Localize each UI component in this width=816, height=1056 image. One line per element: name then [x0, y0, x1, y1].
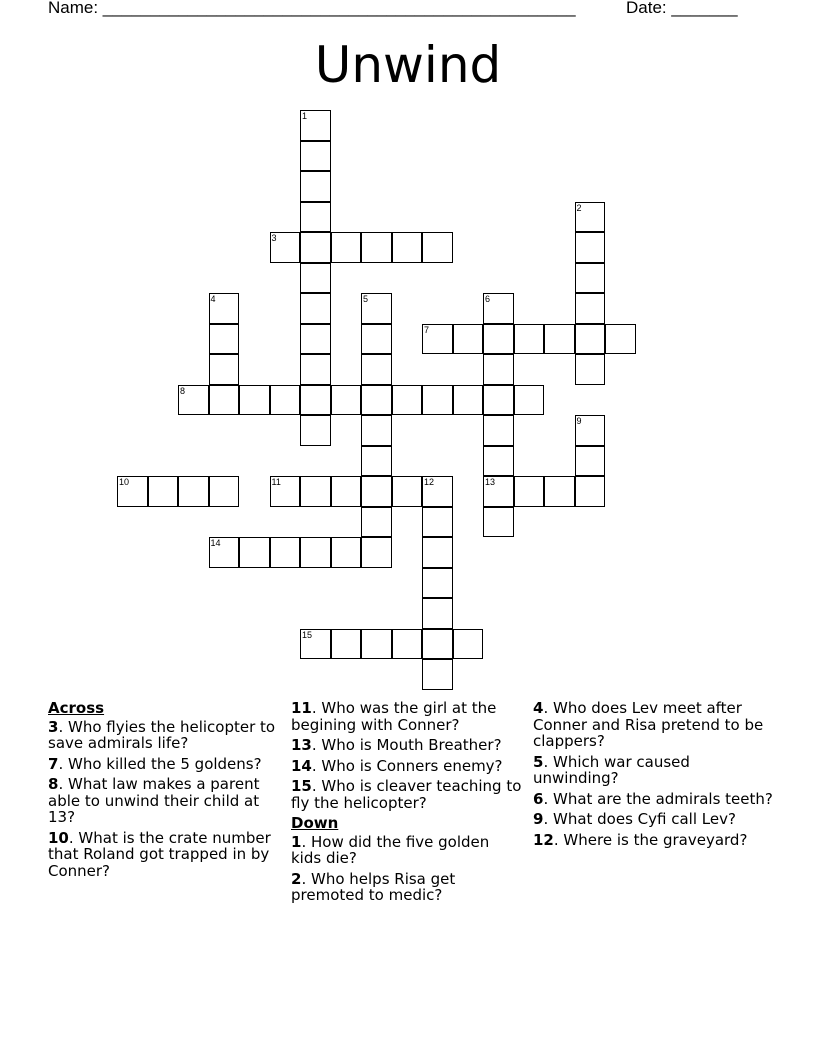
clue-item: 6. What are the admirals teeth?	[533, 789, 773, 808]
grid-cell[interactable]	[331, 537, 362, 568]
grid-cell[interactable]	[361, 385, 392, 416]
clue-number: 8	[180, 385, 186, 396]
grid-cell[interactable]	[483, 507, 514, 538]
grid-cell[interactable]	[575, 293, 606, 324]
grid-cell[interactable]	[361, 354, 392, 385]
grid-cell[interactable]	[300, 629, 331, 660]
grid-cell[interactable]	[575, 324, 606, 355]
grid-cell[interactable]	[331, 385, 362, 416]
clue-item: 10. What is the crate number that Roland got trapped in by Conner?	[48, 828, 271, 880]
across-clue-list-continued	[291, 700, 523, 811]
clue-item: 14. Who is Conners enemy?	[291, 756, 503, 775]
grid-cell[interactable]	[361, 415, 392, 446]
grid-cell[interactable]	[300, 354, 331, 385]
grid-cell[interactable]	[483, 415, 514, 446]
grid-cell[interactable]	[361, 324, 392, 355]
grid-cell[interactable]	[453, 629, 484, 660]
grid-cell[interactable]	[270, 537, 301, 568]
across-heading: Across	[48, 699, 105, 717]
clue-item: 3. Who flyies the helicopter to save admirals life?	[48, 717, 276, 752]
clue-item: 15. Who is cleaver teaching to fly the helicopter?	[291, 777, 522, 812]
grid-cell[interactable]	[575, 263, 606, 294]
grid-cell[interactable]	[422, 476, 453, 507]
grid-cell[interactable]	[361, 629, 392, 660]
clue-number: 6	[485, 294, 491, 304]
grid-cell[interactable]	[178, 476, 209, 507]
clue-number: 4	[210, 294, 216, 304]
grid-cell[interactable]	[331, 629, 362, 660]
down-heading: Down	[291, 814, 339, 832]
clue-item-text: Where is the graveyard?	[563, 830, 748, 849]
grid-cell[interactable]	[178, 385, 209, 416]
grid-cell[interactable]	[331, 232, 362, 263]
date-line[interactable]: _______	[671, 0, 738, 17]
grid-cell[interactable]	[514, 385, 545, 416]
clue-item-number: 12	[533, 830, 554, 849]
grid-cell[interactable]	[300, 324, 331, 355]
clue-item-text: Which war caused unwinding?	[533, 752, 690, 787]
grid-cell[interactable]	[422, 537, 453, 568]
name-line[interactable]: __________________________________________________	[102, 0, 576, 17]
clue-item-text: Who was the girl at the begining with Conner?	[291, 699, 497, 734]
grid-cell[interactable]	[361, 507, 392, 538]
grid-cell[interactable]	[422, 568, 453, 599]
grid-cell[interactable]	[270, 232, 301, 263]
grid-cell[interactable]	[300, 263, 331, 294]
grid-cell[interactable]	[300, 293, 331, 324]
grid-cell[interactable]	[544, 476, 575, 507]
grid-cell[interactable]	[361, 537, 392, 568]
clue-item-text: What does Cyfi call Lev?	[552, 810, 736, 828]
grid-cell[interactable]	[209, 476, 240, 507]
grid-cell[interactable]	[422, 507, 453, 538]
clue-item: 13. Who is Mouth Breather?	[291, 736, 502, 754]
grid-cell[interactable]	[209, 324, 240, 355]
grid-cell[interactable]	[361, 293, 392, 324]
grid-cell[interactable]	[453, 385, 484, 416]
grid-cell[interactable]	[605, 324, 636, 355]
grid-cell[interactable]	[483, 446, 514, 477]
grid-cell[interactable]	[575, 476, 606, 507]
grid-cell[interactable]	[270, 476, 301, 507]
grid-cell[interactable]	[483, 293, 514, 324]
clue-item-number: 6	[533, 789, 544, 808]
grid-cell[interactable]	[239, 385, 270, 416]
clue-item-number: 5	[533, 752, 544, 771]
clue-item-number: 2	[291, 869, 302, 888]
clue-item: 9. What does Cyfi call Lev?	[533, 810, 736, 828]
clue-number: 15	[302, 629, 313, 640]
grid-cell[interactable]	[300, 537, 331, 568]
grid-cell[interactable]	[544, 324, 575, 355]
clue-item-text: How did the five golden kids die?	[291, 832, 490, 867]
grid-cell[interactable]	[483, 476, 514, 507]
clue-number: 10	[119, 477, 130, 487]
clue-item-number: 4	[533, 699, 544, 717]
clue-number: 1	[302, 111, 308, 121]
clue-item: 8. What law makes a parent able to unwind their child at 13?	[48, 775, 260, 826]
clue-item-number: 9	[533, 810, 544, 828]
grid-cell[interactable]	[575, 202, 606, 233]
grid-cell[interactable]	[331, 476, 362, 507]
grid-cell[interactable]	[300, 232, 331, 263]
clue-number: 7	[424, 324, 430, 335]
grid-cell[interactable]	[209, 354, 240, 385]
date-label: Date:	[626, 0, 672, 17]
clue-number: 3	[271, 233, 277, 243]
clue-number: 5	[363, 294, 369, 304]
grid-cell[interactable]	[300, 110, 331, 141]
grid-cell[interactable]	[392, 476, 423, 507]
grid-cell[interactable]	[422, 629, 453, 660]
grid-cell[interactable]	[392, 629, 423, 660]
down-clue-list-continued	[533, 700, 773, 848]
clue-item-number: 7	[48, 754, 59, 773]
grid-cell[interactable]	[300, 415, 331, 446]
grid-cell[interactable]	[300, 141, 331, 172]
grid-cell[interactable]	[209, 537, 240, 568]
grid-cell[interactable]	[483, 324, 514, 355]
clues-column-3	[533, 700, 773, 852]
clue-item-number: 1	[291, 832, 302, 851]
clue-number: 9	[576, 416, 582, 426]
grid-cell[interactable]	[422, 598, 453, 629]
grid-cell[interactable]	[209, 385, 240, 416]
clue-item: 7. Who killed the 5 goldens?	[48, 754, 262, 773]
clues-column-2	[291, 700, 523, 908]
clue-item-number: 14	[291, 756, 312, 775]
grid-cell[interactable]	[575, 446, 606, 477]
clue-item-text: Who is Mouth Breather?	[321, 736, 502, 754]
name-label: Name:	[48, 0, 103, 17]
clue-item-number: 11	[291, 699, 312, 717]
grid-cell[interactable]	[575, 354, 606, 385]
grid-cell[interactable]	[483, 385, 514, 416]
grid-cell[interactable]	[514, 324, 545, 355]
clue-number: 12	[424, 477, 435, 487]
clue-number: 11	[271, 477, 281, 487]
clue-item: 2. Who helps Risa get premoted to medic?	[291, 869, 456, 904]
grid-cell[interactable]	[483, 354, 514, 385]
clue-item-text: Who killed the 5 goldens?	[67, 754, 262, 773]
clue-item-text: What law makes a parent able to unwind their child at 13?	[48, 775, 260, 826]
clue-item: 1. How did the five golden kids die?	[291, 832, 490, 867]
across-clue-list	[48, 719, 278, 880]
grid-cell[interactable]	[575, 415, 606, 446]
clue-item-number: 8	[48, 775, 59, 793]
grid-cell[interactable]	[148, 476, 179, 507]
grid-cell[interactable]	[422, 324, 453, 355]
grid-cell[interactable]	[270, 385, 301, 416]
clue-number: 13	[485, 477, 496, 487]
grid-cell[interactable]	[300, 171, 331, 202]
clue-number: 14	[210, 538, 221, 548]
grid-cell[interactable]	[239, 537, 270, 568]
grid-cell[interactable]	[453, 324, 484, 355]
clue-item-number: 13	[291, 736, 312, 754]
grid-cell[interactable]	[117, 476, 148, 507]
clue-item-number: 3	[48, 717, 59, 736]
clue-number: 2	[576, 202, 582, 213]
grid-cell[interactable]	[422, 659, 453, 690]
grid-cell[interactable]	[361, 232, 392, 263]
clue-item: 11. Who was the girl at the begining with Conner?	[291, 699, 497, 734]
clue-item-text: Who is cleaver teaching to fly the helicopter?	[291, 777, 522, 812]
clue-item-text: Who flyies the helicopter to save admirals life?	[48, 717, 276, 752]
grid-cell[interactable]	[422, 232, 453, 263]
puzzle-title: Unwind	[314, 36, 502, 94]
grid-cell[interactable]	[300, 385, 331, 416]
clue-item-text: What are the admirals teeth?	[552, 789, 773, 808]
grid-cell[interactable]	[209, 293, 240, 324]
clue-item: 12. Where is the graveyard?	[533, 830, 748, 849]
clue-item-number: 15	[291, 777, 312, 795]
clue-item-text: Who is Conners enemy?	[321, 756, 503, 775]
down-clue-list	[291, 834, 523, 904]
grid-cell[interactable]	[392, 232, 423, 263]
grid-cell[interactable]	[514, 476, 545, 507]
clue-item: 4. Who does Lev meet after Conner and Risa pretend to be clappers?	[533, 699, 764, 750]
grid-cell[interactable]	[300, 202, 331, 233]
clue-item-number: 10	[48, 828, 69, 847]
clue-item-text: Who helps Risa get premoted to medic?	[291, 869, 456, 904]
grid-cell[interactable]	[361, 446, 392, 477]
grid-cell[interactable]	[361, 476, 392, 507]
clues-column-1	[48, 700, 278, 883]
clue-item-text: What is the crate number that Roland got trapped in by Conner?	[48, 828, 271, 880]
grid-cell[interactable]	[300, 476, 331, 507]
grid-cell[interactable]	[422, 385, 453, 416]
clue-item: 5. Which war caused unwinding?	[533, 752, 690, 787]
clue-item-text: Who does Lev meet after Conner and Risa pretend to be clappers?	[533, 699, 764, 750]
grid-cell[interactable]	[392, 385, 423, 416]
grid-cell[interactable]	[575, 232, 606, 263]
